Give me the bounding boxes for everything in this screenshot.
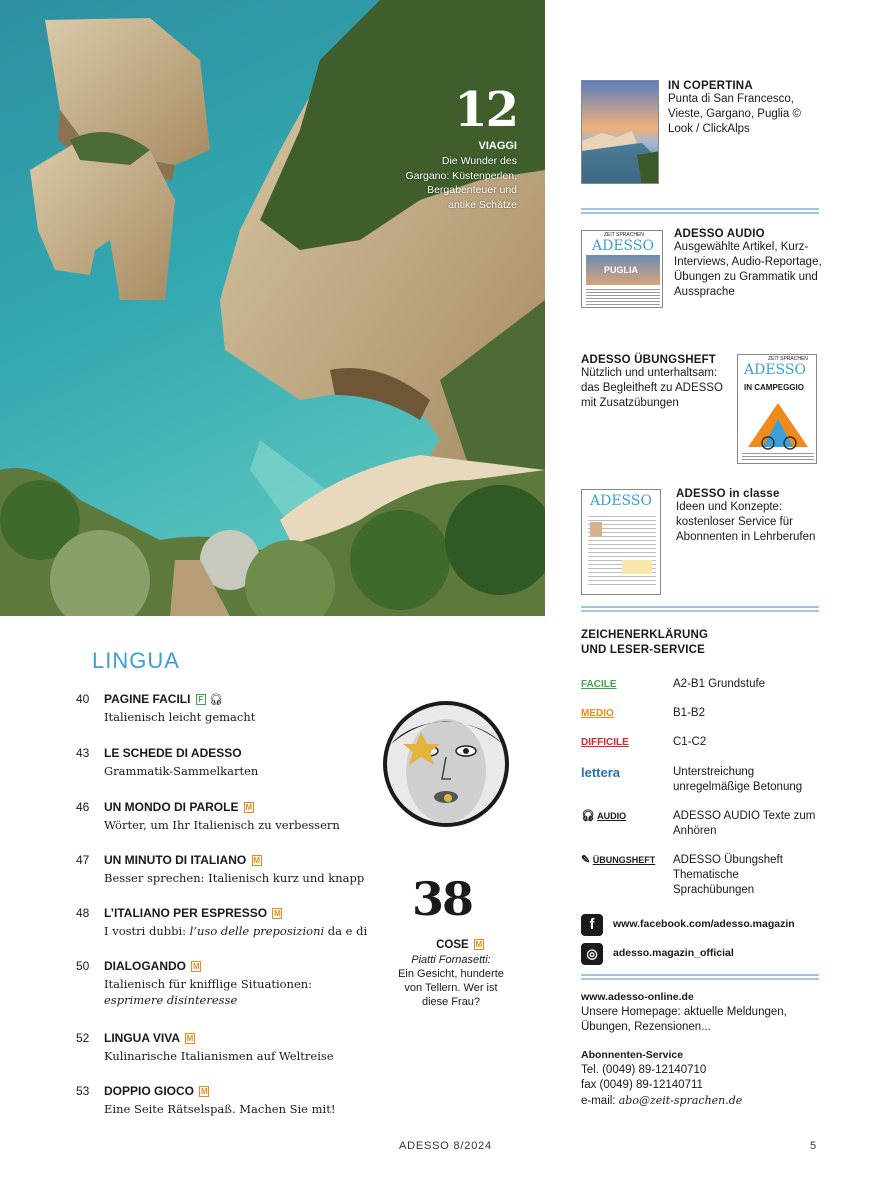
headphones-icon: 🎧︎ bbox=[581, 810, 595, 822]
facebook-url: www.facebook.com/adesso.magazin bbox=[613, 918, 795, 930]
medio-badge: M bbox=[475, 940, 483, 949]
item-title: DOPPIO GIOCO bbox=[104, 1084, 195, 1098]
item-title: PAGINE FACILI bbox=[104, 692, 191, 706]
audio-description: Ausgewählte Artikel, Kurz-Interviews, Audio-Reportage, Übungen zu Grammatik und Aussprache bbox=[674, 241, 822, 298]
issue-label: ADESSO 8/2024 bbox=[399, 1140, 492, 1152]
medio-badge: M bbox=[253, 856, 260, 865]
item-page: 47 bbox=[76, 853, 90, 867]
abo-service-title: Abonnenten-Service bbox=[581, 1049, 684, 1061]
item-title: UN MONDO DI PAROLE bbox=[104, 800, 239, 814]
instagram-icon: ◎ bbox=[581, 943, 603, 965]
item-subtitle: Wörter, um Ihr Italienisch zu verbessern bbox=[104, 818, 340, 832]
difficile-label: DIFFICILE bbox=[581, 737, 629, 748]
plate-illustration bbox=[363, 699, 525, 829]
medio-badge: M bbox=[201, 1087, 208, 1096]
facebook-link[interactable] bbox=[581, 914, 821, 938]
medio-value: B1-B2 bbox=[673, 707, 705, 719]
classe-thumbnail bbox=[581, 489, 661, 595]
uebungsheft-thumb-brand: ADESSO bbox=[744, 362, 806, 378]
item-subtitle-line: Italienisch für knifflige Situationen: bbox=[104, 977, 313, 991]
facile-label: FACILE bbox=[581, 679, 617, 690]
cover-title: IN COPERTINA bbox=[668, 80, 753, 92]
item-subtitle-part: da e di bbox=[324, 924, 368, 938]
medio-badge: M bbox=[245, 803, 253, 812]
item-subtitle: Eine Seite Rätselspaß. Machen Sie mit! bbox=[104, 1102, 336, 1116]
classe-description: Ideen und Konzepte: kostenloser Service für Abonnenten in Lehrberufen bbox=[676, 501, 816, 543]
abo-fax: fax (0049) 89-12140711 bbox=[581, 1079, 703, 1091]
lettera-value: Unterstreichung unregelmäßige Betonung bbox=[673, 766, 803, 793]
lingua-heading: LINGUA bbox=[92, 648, 180, 673]
difficile-value: C1-C2 bbox=[673, 736, 707, 748]
uebungsheft-label: ÜBUNGSHEFT bbox=[592, 855, 656, 865]
item-title: LE SCHEDE DI ADESSO bbox=[104, 746, 242, 760]
hero-section-title: VIAGGI bbox=[478, 140, 517, 152]
cose-subtitle: Piatti Fornasetti: bbox=[411, 954, 491, 966]
item-subtitle: Grammatik-Sammelkarten bbox=[104, 764, 259, 778]
divider bbox=[581, 208, 819, 214]
item-page: 43 bbox=[76, 746, 90, 760]
hero-page-number: 12 bbox=[454, 82, 517, 138]
website-url[interactable]: www.adesso-online.de bbox=[581, 991, 694, 1003]
abo-mail-label: e-mail: bbox=[581, 1095, 616, 1107]
classe-title: ADESSO in classe bbox=[676, 488, 780, 500]
item-page: 48 bbox=[76, 906, 90, 920]
item-subtitle-part: I vostri dubbi: bbox=[104, 924, 190, 938]
item-subtitle: Besser sprechen: Italienisch kurz und knapp bbox=[104, 871, 365, 885]
cose-page-number: 38 bbox=[412, 872, 473, 926]
audio-title: ADESSO AUDIO bbox=[674, 228, 765, 240]
item-page: 53 bbox=[76, 1084, 90, 1098]
facebook-icon: f bbox=[581, 914, 603, 936]
toc-item[interactable] bbox=[76, 959, 376, 1015]
item-page: 50 bbox=[76, 959, 90, 973]
audio-label: AUDIO bbox=[597, 811, 627, 821]
instagram-handle: adesso.magazin_official bbox=[613, 947, 734, 959]
audio-thumbnail: ZEIT SPRACHEN ADESSO PUGLIA bbox=[581, 230, 663, 308]
medio-label: MEDIO bbox=[581, 708, 614, 719]
item-subtitle bbox=[104, 976, 374, 1008]
item-page: 52 bbox=[76, 1031, 90, 1045]
uebungsheft-thumbnail: ZEIT SPRACHEN ADESSO IN CAMPEGGIO bbox=[737, 354, 817, 464]
toc-item[interactable] bbox=[76, 1031, 376, 1071]
medio-badge: M bbox=[193, 962, 200, 971]
item-page: 40 bbox=[76, 692, 90, 706]
facile-badge: F bbox=[196, 694, 206, 705]
item-page: 46 bbox=[76, 800, 90, 814]
uebungsheft-title: ADESSO ÜBUNGSHEFT bbox=[581, 354, 717, 366]
page-number: 5 bbox=[810, 1140, 817, 1152]
facile-value: A2-B1 Grundstufe bbox=[673, 678, 766, 690]
toc-item[interactable] bbox=[76, 692, 376, 732]
toc-item[interactable] bbox=[76, 800, 376, 840]
audio-thumb-word: PUGLIA bbox=[604, 265, 639, 275]
uebungsheft-thumb-word: IN CAMPEGGIO bbox=[744, 383, 805, 392]
fornasetti-plate-image bbox=[363, 699, 525, 829]
item-title: LINGUA VIVA bbox=[104, 1031, 180, 1045]
divider bbox=[581, 606, 819, 612]
item-title: L’ITALIANO PER ESPRESSO bbox=[104, 906, 268, 920]
abo-tel: Tel. (0049) 89-12140710 bbox=[581, 1064, 707, 1076]
cover-thumbnail bbox=[581, 80, 659, 184]
uebungsheft-value: ADESSO Übungsheft Thematische Sprachübungen bbox=[673, 854, 783, 896]
item-subtitle: Italienisch leicht gemacht bbox=[104, 710, 256, 724]
toc-item[interactable] bbox=[76, 906, 376, 946]
website-description: Unsere Homepage: aktuelle Meldungen, Übungen, Rezensionen... bbox=[581, 1006, 787, 1033]
cover-image bbox=[582, 81, 659, 184]
cover-caption: Punta di San Francesco, Vieste, Gargano, Puglia © Look / ClickAlps bbox=[668, 93, 801, 135]
audio-thumb-brand: ADESSO bbox=[592, 238, 654, 254]
item-subtitle: Kulinarische Italianismen auf Weltreise bbox=[104, 1049, 334, 1063]
pencil-icon: ✎ bbox=[581, 854, 591, 866]
item-subtitle bbox=[104, 923, 374, 939]
lettera-label: lettera bbox=[581, 765, 621, 780]
legend-title: ZEICHENERKLÄRUNG UND LESER-SERVICE bbox=[581, 629, 709, 656]
hero-description: Die Wunder des Gargano: Küstenperlen, Bergabenteuer und antike Schätze bbox=[405, 155, 517, 211]
item-title: UN MINUTO DI ITALIANO bbox=[104, 853, 247, 867]
toc-item[interactable] bbox=[76, 853, 376, 893]
headphones-icon: 🎧︎ bbox=[209, 694, 224, 706]
toc-item[interactable] bbox=[76, 1084, 376, 1124]
cose-description: Ein Gesicht, hunderte von Tellern. Wer ist diese Frau? bbox=[398, 968, 504, 1008]
medio-badge: M bbox=[186, 1034, 194, 1043]
item-subtitle-italic: esprimere disinteresse bbox=[104, 993, 238, 1007]
uebungsheft-description: Nützlich und unterhaltsam: das Begleitheft zu ADESSO mit Zusatzübungen bbox=[581, 367, 723, 409]
cose-title: COSE bbox=[436, 939, 469, 951]
tent-illustration bbox=[738, 397, 817, 457]
item-title: DIALOGANDO bbox=[104, 959, 186, 973]
item-subtitle-italic: l’uso delle preposizioni bbox=[189, 924, 325, 938]
toc-item[interactable] bbox=[76, 746, 376, 786]
abo-mail[interactable]: abo@zeit-sprachen.de bbox=[618, 1094, 743, 1107]
hero-photo bbox=[0, 0, 545, 616]
classe-thumb-brand: ADESSO bbox=[590, 493, 652, 509]
medio-badge: M bbox=[274, 909, 281, 918]
audio-value: ADESSO AUDIO Texte zum Anhören bbox=[673, 810, 816, 837]
instagram-link[interactable] bbox=[581, 943, 821, 967]
divider bbox=[581, 974, 819, 980]
